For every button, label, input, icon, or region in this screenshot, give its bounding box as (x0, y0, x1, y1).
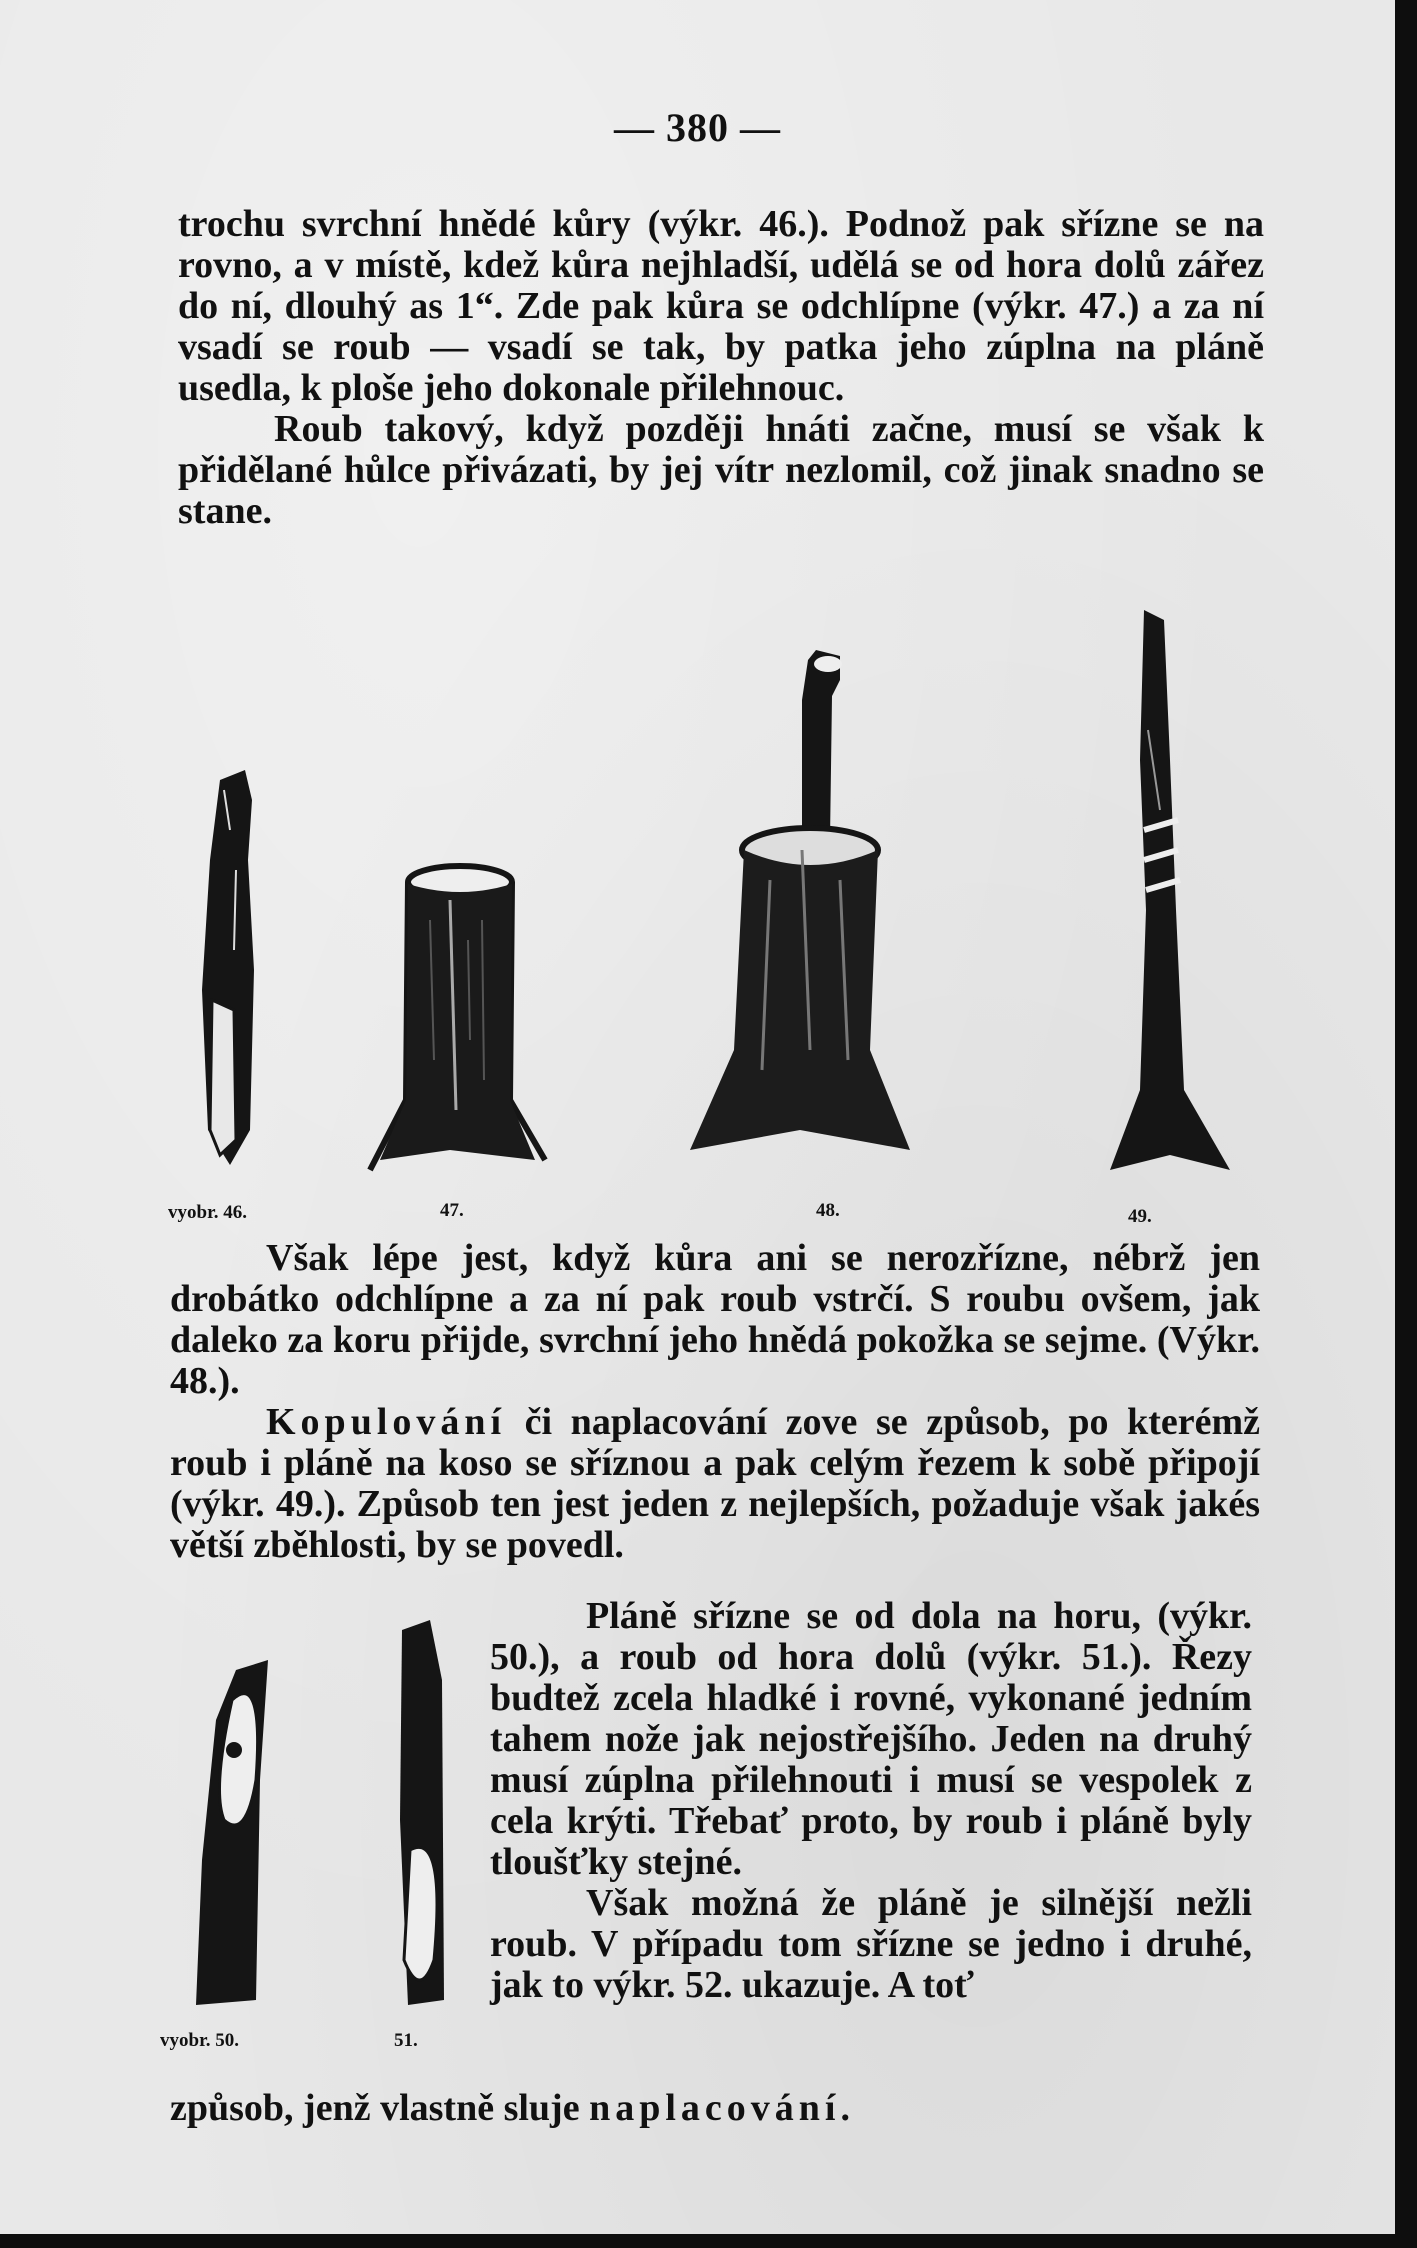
text-block-right (490, 1596, 1252, 2006)
paragraph: Roub takový, když později hnáti začne, musí se však k přidělané hůlce přivázati, by jej vítr nezlomil, což jinak snadno se stane. (178, 408, 1264, 532)
paragraph: Však možná že pláně je silnější nežli roub. V případu tom sřízne se jedno i druhé, jak to výkr. 52. ukazuje. A toť (490, 1882, 1252, 2006)
scan-border-right (1395, 0, 1417, 2248)
paragraph (170, 1402, 1260, 1566)
illustration-fig-48 (690, 650, 920, 1180)
spaced-term: naplacování. (589, 2087, 855, 2129)
illustration-fig-47 (360, 860, 550, 1180)
illustration-fig-50 (176, 1660, 286, 2020)
paragraph: Pláně sřízne se od dola na horu, (výkr. 50.), a roub od hora dolů (výkr. 51.). Řezy budtež zcela hladké i rovné, vykonané jedním tahem nože jak nejostřejšího. Jeden na druhý musí zúplna přilehnouti i musí se vespolek z cela krýti. Třebať proto, by roub i pláně byly tloušťky stejné. (490, 1595, 1252, 1883)
scan-border-bottom (0, 2234, 1417, 2248)
page-number: — 380 — (614, 105, 781, 150)
paragraph-rest: či naplacování zove se způsob, po kterémž roub i pláně na koso se sříznou a pak celým řezem k sobě připojí (výkr. 49.). Způsob ten jest jeden z nejlepších, požaduje však jakés větší zběhlosti, by se povedl. (170, 1401, 1260, 1566)
paragraph: Však lépe jest, když kůra ani se nerozřízne, nébrž jen drobátko odchlípne a za ní pak roub vstrčí. S roubu ovšem, jak daleko za koru přijde, svrchní jeho hnědá pokožka se sejme. (Výkr. 48.). (170, 1237, 1260, 1402)
text-block-middle (170, 1238, 1260, 1566)
text-block-last (170, 2088, 1260, 2129)
figure-label: 49. (1128, 1206, 1152, 1227)
figure-label: vyobr. 50. (160, 2030, 240, 2051)
paragraph-start: způsob, jenž vlastně sluje (170, 2087, 590, 2129)
text-block-top (178, 204, 1264, 532)
figure-label: vyobr. 46. (168, 1202, 248, 1223)
paragraph (170, 2088, 1260, 2129)
illustration-fig-51 (390, 1620, 460, 2020)
illustration-fig-49 (1100, 610, 1250, 1190)
paragraph: trochu svrchní hnědé kůry (výkr. 46.). Podnož pak sřízne se na rovno, a v místě, kdež kůra nejhladší, udělá se od hora dolů zářez do ní, dlouhý as 1“. Zde pak kůra se odchlípne (výkr. 47.) a za ní vsadí se roub — vsadí se tak, by patka jeho zúplna na pláně usedla, k ploše jeho dokonale přilehnouc. (178, 203, 1264, 409)
figure-label: 48. (816, 1200, 840, 1221)
illustration-fig-46 (190, 770, 280, 1170)
figure-label: 47. (440, 1200, 464, 1221)
spaced-term: Kopulování (266, 1401, 507, 1443)
figure-label: 51. (394, 2030, 418, 2051)
